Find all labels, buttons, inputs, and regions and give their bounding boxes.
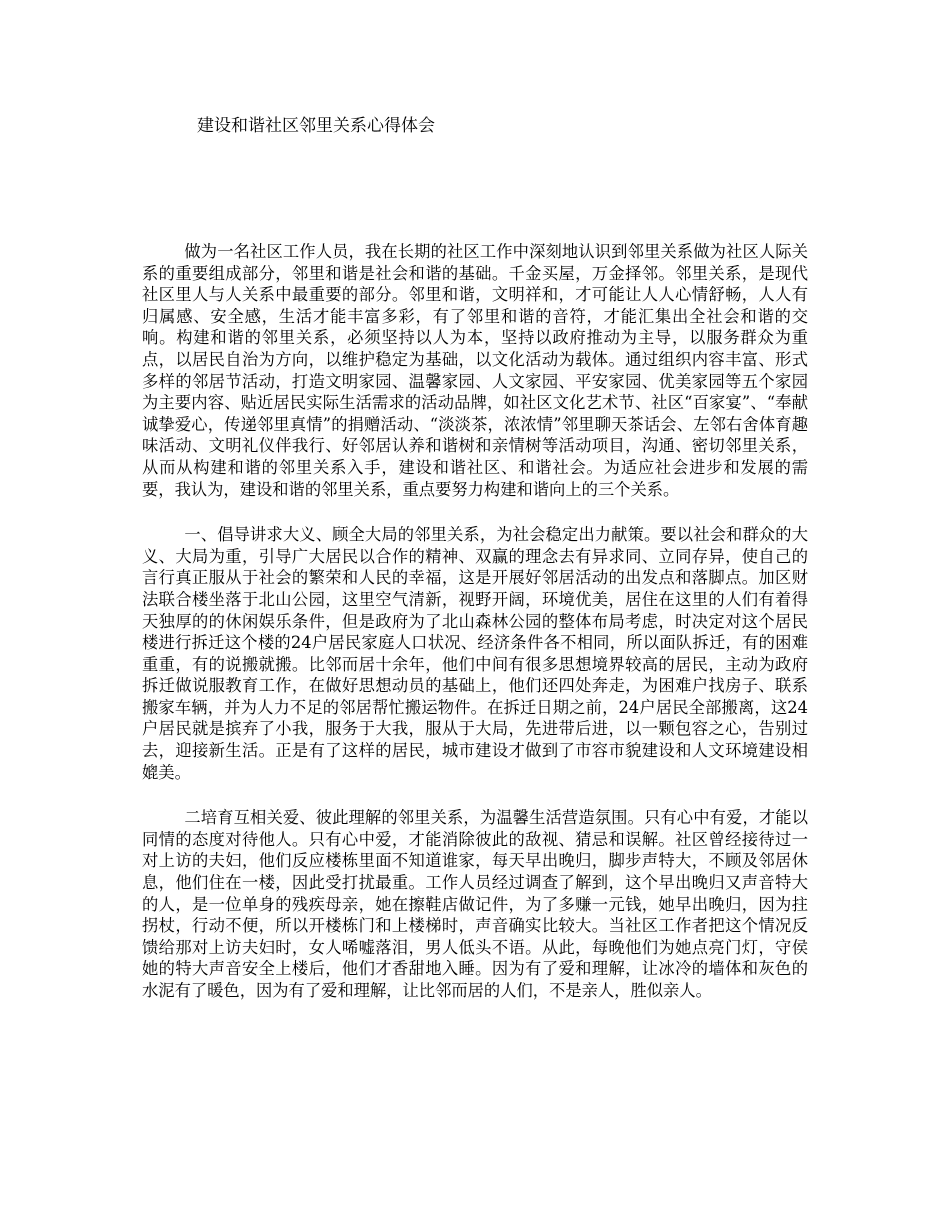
paragraph-intro: 做为一名社区工作人员，我在长期的社区工作中深刻地认识到邻里关系做为社区人际关系的重要组成部分，邻里和谐是社会和谐的基础。千金买屋，万金择邻。邻里关系，是现代社区里人与人关系中最重要的部分。邻里和谐，文明祥和，才可能让人人心情舒畅，人人有归属感、安全感，生活才能丰富多彩，有了邻里和谐的音符，才能汇集出全社会和谐的交响。构建和谐的邻里关系，必须坚持以人为本，坚持以政府推动为主导，以服务群众为重点，以居民自治为方向，以维护稳定为基础，以文化活动为载体。通过组织内容丰富、形式多样的邻居节活动，打造文明家园、温馨家园、人文家园、平安家园、优美家园等五个家园为主要内容、贴近居民实际生活需求的活动品牌，如社区文化艺术节、社区“百家宴”、“奉献诚挚爱心，传递邻里真情”的捐赠活动、“淡淡茶，浓浓情”邻里聊天茶话会、左邻右舍体育趣味活动、文明礼仪伴我行、好邻居认养和谐树和亲情树等活动项目，沟通、密切邻里关系，从而从构建和谐的邻里关系入手，建设和谐社区、和谐社会。为适应社会进步和发展的需要，我认为，建设和谐的邻里关系，重点要努力构建和谐向上的三个关系。: [142, 242, 808, 499]
paragraph-section-two: 二培育互相关爱、彼此理解的邻里关系，为温馨生活营造氛围。只有心中有爱，才能以同情的态度对待他人。只有心中爱，才能消除彼此的敌视、猜忌和误解。社区曾经接待过一对上访的夫妇，他们反应楼栋里面不知道谁家，每天早出晚归，脚步声特大，不顾及邻居休息，他们住在一楼，因此受打扰最重。工作人员经过调查了解到，这个早出晚归又声音特大的人，是一位单身的残疾母亲，她在擦鞋店做记件，为了多赚一元钱，她早出晚归，因为拄拐杖，行动不便，所以开楼栋门和上楼梯时，声音确实比较大。当社区工作者把这个情况反馈给那对上访夫妇时，女人唏嘘落泪，男人低头不语。从此，每晚他们为她点亮门灯，守侯她的特大声音安全上楼后，他们才香甜地入睡。因为有了爱和理解，让冰冷的墙体和灰色的水泥有了暖色，因为有了爱和理解，让比邻而居的人们，不是亲人，胜似亲人。: [142, 808, 808, 1000]
document-title: 建设和谐社区邻里关系心得体会: [197, 116, 435, 136]
paragraph-section-one: 一、倡导讲求大义、顾全大局的邻里关系，为社会稳定出力献策。要以社会和群众的大义、大局为重，引导广大居民以合作的精神、双赢的理念去有异求同、立同存异，使自己的言行真正服从于社会的繁荣和人民的幸福，这是开展好邻居活动的出发点和落脚点。加区财法联合楼坐落于北山公园，这里空气清新，视野开阔，环境优美，居住在这里的人们有着得天独厚的的休闲娱乐条件，但是政府为了北山森林公园的整体布局考虑，时决定对这个居民楼进行拆迁这个楼的24户居民家庭人口状况、经济条件各不相同，所以面队拆迁，有的困难重重，有的说搬就搬。比邻而居十余年，他们中间有很多思想境界较高的居民，主动为政府拆迁做说服教育工作，在做好思想动员的基础上，他们还四处奔走，为困难户找房子、联系搬家车辆，并为人力不足的邻居帮忙搬运物件。在拆迁日期之前，24户居民全部搬离，这24户居民就是摈弃了小我，服务于大我，服从于大局，先进带后进，以一颗包容之心，告别过去，迎接新生活。正是有了这样的居民，城市建设才做到了市容市貌建设和人文环境建设相媲美。: [142, 525, 808, 782]
document-body: [142, 241, 808, 1026]
